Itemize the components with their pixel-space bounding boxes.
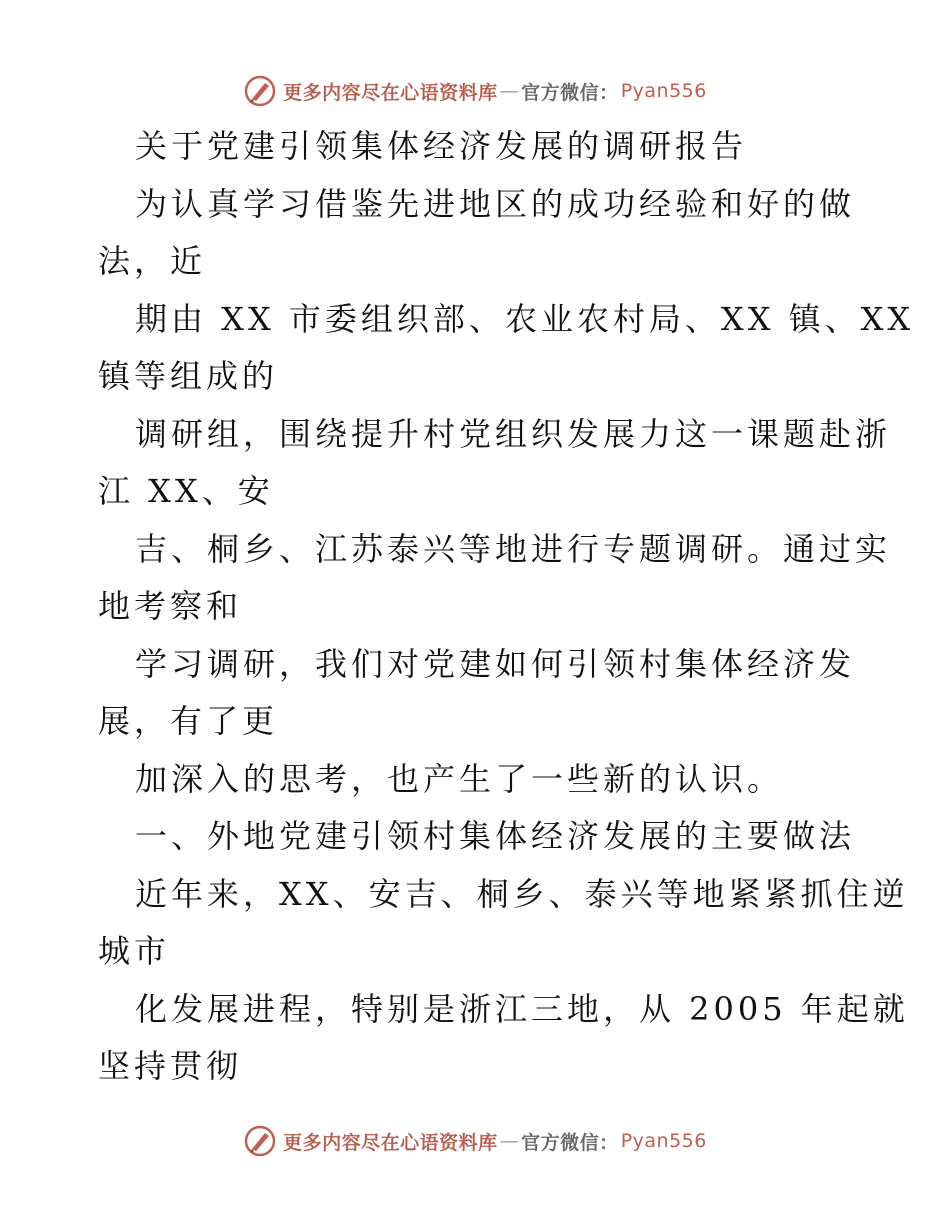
document-line: 镇等组成的	[98, 357, 279, 395]
watermark-separator: —	[499, 1130, 520, 1152]
document-line: 吉、桐乡、江苏泰兴等地进行专题调研。通过实	[135, 529, 892, 568]
document-line: 展，有了更	[98, 702, 279, 740]
document-line: 为认真学习借鉴先进地区的成功经验和好的做	[135, 184, 856, 223]
document-line: 学习调研，我们对党建如何引领村集体经济发	[135, 644, 856, 683]
document-line: 加深入的思考，也产生了一些新的认识。	[135, 759, 784, 798]
document-line: 化发展进程，特别是浙江三地，从 2005 年起就	[135, 989, 909, 1028]
watermark-text: 更多内容尽在心语资料库	[283, 81, 498, 104]
watermark-wechat-id: Pyan556	[620, 1130, 707, 1152]
watermark-text: 更多内容尽在心语资料库	[283, 1131, 498, 1154]
document-line: 坚持贯彻	[98, 1047, 243, 1085]
document-line: 期由 XX 市委组织部、农业农村局、XX 镇、XX	[135, 299, 915, 338]
pen-logo-icon	[243, 1124, 277, 1158]
document-line: 江 XX、安	[98, 472, 274, 510]
pen-logo-icon	[243, 74, 277, 108]
watermark-wechat-id: Pyan556	[620, 80, 707, 102]
watermark-official-label: 官方微信：	[521, 1131, 619, 1154]
header-watermark	[0, 71, 950, 111]
watermark-separator: —	[499, 80, 520, 102]
document-line: 法，近	[98, 242, 207, 280]
document-line: 调研组，围绕提升村党组织发展力这一课题赴浙	[135, 414, 892, 453]
footer-watermark	[0, 1121, 950, 1161]
document-line: 地考察和	[98, 587, 243, 625]
document-line: 关于党建引领集体经济发展的调研报告	[135, 127, 748, 165]
watermark-official-label: 官方微信：	[521, 81, 619, 104]
document-line: 一、外地党建引领村集体经济发展的主要做法	[135, 817, 856, 855]
document-line: 近年来，XX、安吉、桐乡、泰兴等地紧紧抓住逆	[135, 874, 909, 913]
document-body	[98, 118, 915, 1096]
document-line: 城市	[98, 932, 171, 970]
